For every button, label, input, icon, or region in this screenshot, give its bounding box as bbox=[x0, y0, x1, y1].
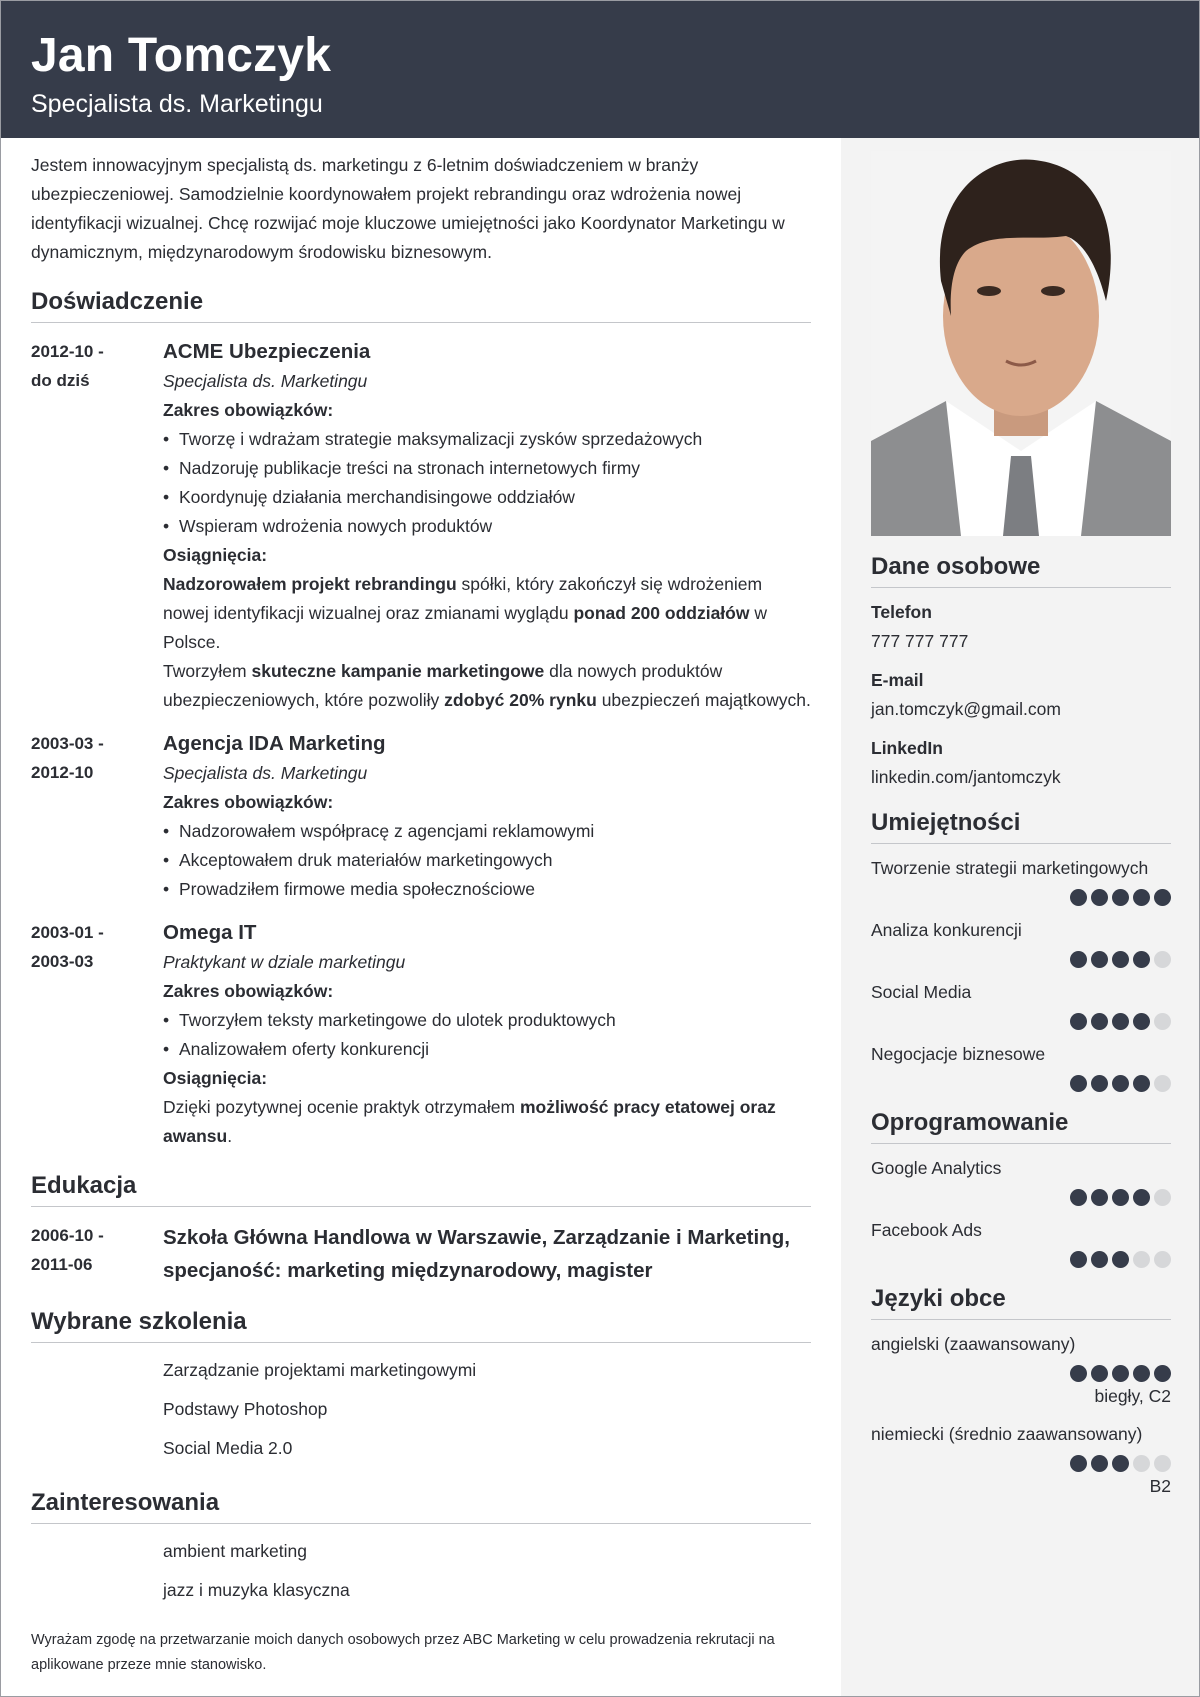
company-name: Omega IT bbox=[163, 921, 257, 944]
entry-body bbox=[163, 729, 811, 904]
skill-rating bbox=[871, 889, 1171, 906]
entry-dates bbox=[31, 337, 163, 715]
rating-dot-filled bbox=[1133, 1075, 1150, 1092]
list-item: • Koordynuję działania merchandisingowe oddziałów bbox=[163, 483, 811, 512]
language-name: niemiecki (średnio zaawansowany) bbox=[871, 1424, 1143, 1444]
date-start: 2003-03 - bbox=[31, 734, 104, 753]
date-start: 2012-10 - bbox=[31, 342, 104, 361]
rating-dot-filled bbox=[1112, 1013, 1129, 1030]
header bbox=[1, 1, 1199, 138]
rating-dot-filled bbox=[1112, 1455, 1129, 1472]
trainings-section-title: Wybrane szkolenia bbox=[31, 1307, 811, 1343]
skills-list bbox=[871, 854, 1171, 1092]
entry-dates bbox=[31, 918, 163, 1151]
job-role: Praktykant w dziale marketingu bbox=[163, 952, 406, 972]
achievement-fragment: w Polsce. bbox=[163, 603, 767, 652]
rating-dot-empty bbox=[1154, 1075, 1171, 1092]
rating-dot-empty bbox=[1154, 1251, 1171, 1268]
achievement-text bbox=[163, 1093, 811, 1151]
achievement-highlight: skuteczne kampanie marketingowe bbox=[251, 661, 545, 681]
list-item: • Wspieram wdrożenia nowych produktów bbox=[163, 512, 811, 541]
rating-dot-filled bbox=[1091, 1075, 1108, 1092]
rating-dot-filled bbox=[1091, 889, 1108, 906]
phone-label: Telefon bbox=[871, 602, 932, 622]
skill-item bbox=[871, 1040, 1171, 1092]
rating-dot-filled bbox=[1070, 1075, 1087, 1092]
rating-dot-filled bbox=[1154, 1365, 1171, 1382]
software-item bbox=[871, 1216, 1171, 1268]
rating-dot-filled bbox=[1112, 1365, 1129, 1382]
list-item: • Tworzę i wdrażam strategie maksymalizacji zysków sprzedażowych bbox=[163, 425, 811, 454]
entry-body bbox=[163, 1221, 811, 1287]
list-item: • Akceptowałem druk materiałów marketingowych bbox=[163, 846, 811, 875]
software-name: Google Analytics bbox=[871, 1158, 1002, 1178]
personal-section-title: Dane osobowe bbox=[871, 552, 1171, 588]
language-item bbox=[871, 1330, 1171, 1410]
interests-list bbox=[31, 1532, 811, 1610]
skill-name: Negocjacje biznesowe bbox=[871, 1044, 1046, 1064]
achievement-text bbox=[163, 657, 811, 715]
software-rating bbox=[871, 1189, 1171, 1206]
interest-item: ambient marketing bbox=[163, 1541, 307, 1561]
date-start: 2006-10 - bbox=[31, 1226, 104, 1245]
rating-dot-empty bbox=[1154, 1455, 1171, 1472]
achievement-fragment: ubezpieczeń majątkowych. bbox=[596, 690, 811, 710]
gdpr-consent: Wyrażam zgodę na przetwarzanie moich danych osobowych przez ABC Marketing w celu prowadzenia rekrutacji na aplikowane przeze mnie stanowisko. bbox=[31, 1632, 775, 1673]
sidebar bbox=[841, 138, 1199, 1696]
achievement-fragment: dla nowych produktów ubezpieczeniowych, które pozwoliły bbox=[163, 661, 723, 710]
duties-label: Zakres obowiązków: bbox=[163, 792, 334, 812]
rating-dot-empty bbox=[1154, 1189, 1171, 1206]
software-name: Facebook Ads bbox=[871, 1220, 982, 1240]
education-section-title: Edukacja bbox=[31, 1171, 811, 1207]
rating-dot-filled bbox=[1133, 951, 1150, 968]
experience-section-title: Doświadczenie bbox=[31, 287, 811, 323]
duties-label: Zakres obowiązków: bbox=[163, 400, 334, 420]
software-item bbox=[871, 1154, 1171, 1206]
interest-item: jazz i muzyka klasyczna bbox=[163, 1580, 350, 1600]
software-section-title: Oprogramowanie bbox=[871, 1108, 1171, 1144]
skill-rating bbox=[871, 1075, 1171, 1092]
list-item: • Tworzyłem teksty marketingowe do ulotek produktowych bbox=[163, 1006, 811, 1035]
date-end: 2003-03 bbox=[31, 952, 94, 971]
achievement-fragment: spółki, który zakończył się wdrożeniem nowej identyfikacji wizualnej oraz zmianami wyglądu bbox=[163, 574, 763, 623]
list-item: • Nadzorowałem współpracę z agencjami reklamowymi bbox=[163, 817, 811, 846]
rating-dot-filled bbox=[1070, 951, 1087, 968]
achievement-highlight: zdobyć 20% rynku bbox=[444, 690, 597, 710]
rating-dot-filled bbox=[1070, 1013, 1087, 1030]
rating-dot-filled bbox=[1112, 1189, 1129, 1206]
achievements-label: Osiągnięcia: bbox=[163, 545, 268, 565]
interests-section-title: Zainteresowania bbox=[31, 1488, 811, 1524]
skill-item bbox=[871, 916, 1171, 968]
candidate-title: Specjalista ds. Marketingu bbox=[31, 90, 323, 118]
rating-dot-filled bbox=[1070, 889, 1087, 906]
rating-dot-filled bbox=[1133, 1189, 1150, 1206]
education-entry bbox=[31, 1221, 811, 1287]
languages-list bbox=[871, 1330, 1171, 1500]
profile-photo bbox=[871, 151, 1171, 536]
language-rating bbox=[871, 1455, 1171, 1472]
rating-dot-filled bbox=[1112, 951, 1129, 968]
language-level-text: B2 bbox=[1149, 1476, 1171, 1496]
achievement-fragment: . bbox=[227, 1126, 233, 1146]
company-name: Agencja IDA Marketing bbox=[163, 732, 386, 755]
entry-body bbox=[163, 918, 811, 1151]
achievement-fragment: Dzięki pozytywnej ocenie praktyk otrzymałem bbox=[163, 1097, 520, 1117]
language-rating bbox=[871, 1365, 1171, 1382]
date-start: 2003-01 - bbox=[31, 923, 104, 942]
linkedin-label: LinkedIn bbox=[871, 738, 943, 758]
trainings-list bbox=[31, 1351, 811, 1468]
skill-name: Tworzenie strategii marketingowych bbox=[871, 858, 1149, 878]
achievement-fragment: Tworzyłem bbox=[163, 661, 252, 681]
rating-dot-filled bbox=[1133, 889, 1150, 906]
list-item: • Nadzoruję publikacje treści na stronach internetowych firmy bbox=[163, 454, 811, 483]
rating-dot-filled bbox=[1091, 1013, 1108, 1030]
entry-dates bbox=[31, 1221, 163, 1287]
language-item bbox=[871, 1420, 1171, 1500]
entry-body bbox=[163, 337, 811, 715]
duties-list bbox=[163, 817, 811, 904]
main-column bbox=[31, 151, 811, 1678]
rating-dot-empty bbox=[1154, 951, 1171, 968]
training-item: Podstawy Photoshop bbox=[163, 1399, 328, 1419]
rating-dot-empty bbox=[1154, 1013, 1171, 1030]
rating-dot-empty bbox=[1133, 1251, 1150, 1268]
rating-dot-filled bbox=[1070, 1251, 1087, 1268]
email-value: jan.tomczyk@gmail.com bbox=[871, 699, 1061, 719]
achievements-label: Osiągnięcia: bbox=[163, 1068, 268, 1088]
duties-label: Zakres obowiązków: bbox=[163, 981, 334, 1001]
rating-dot-filled bbox=[1133, 1365, 1150, 1382]
email-label: E-mail bbox=[871, 670, 924, 690]
rating-dot-filled bbox=[1091, 951, 1108, 968]
achievement-text bbox=[163, 570, 811, 657]
list-item: • Prowadziłem firmowe media społecznościowe bbox=[163, 875, 811, 904]
rating-dot-filled bbox=[1070, 1455, 1087, 1472]
summary: Jestem innowacyjnym specjalistą ds. marketingu z 6-letnim doświadczeniem w branży ubezpieczeniowej. Samodzielnie koordynowałem projekt rebrandingu oraz wdrożenia nowej identyfikacji wizualnej. Chcę rozwijać moje kluczowe umiejętności jako Koordynator Marketingu w dynamicznym, międzynarodowym środowisku biznesowym. bbox=[31, 155, 785, 262]
languages-section-title: Języki obce bbox=[871, 1284, 1171, 1320]
school-name: Szkoła Główna Handlowa w Warszawie, Zarządzanie i Marketing, specjaność: marketing międzynarodowy, magister bbox=[163, 1226, 790, 1282]
training-item: Zarządzanie projektami marketingowymi bbox=[163, 1360, 477, 1380]
date-end: do dziś bbox=[31, 371, 90, 390]
rating-dot-filled bbox=[1091, 1365, 1108, 1382]
job-role: Specjalista ds. Marketingu bbox=[163, 371, 368, 391]
rating-dot-filled bbox=[1070, 1365, 1087, 1382]
rating-dot-filled bbox=[1112, 1251, 1129, 1268]
experience-entry bbox=[31, 729, 811, 904]
experience-entry bbox=[31, 918, 811, 1151]
rating-dot-filled bbox=[1070, 1189, 1087, 1206]
linkedin-value: linkedin.com/jantomczyk bbox=[871, 767, 1061, 787]
rating-dot-filled bbox=[1112, 889, 1129, 906]
language-name: angielski (zaawansowany) bbox=[871, 1334, 1076, 1354]
rating-dot-filled bbox=[1112, 1075, 1129, 1092]
skills-section-title: Umiejętności bbox=[871, 808, 1171, 844]
achievement-highlight: możliwość pracy etatowej oraz awansu bbox=[163, 1097, 776, 1146]
rating-dot-empty bbox=[1133, 1455, 1150, 1472]
list-item: • Analizowałem oferty konkurencji bbox=[163, 1035, 811, 1064]
skill-rating bbox=[871, 951, 1171, 968]
skill-item bbox=[871, 978, 1171, 1030]
duties-list bbox=[163, 1006, 811, 1064]
date-end: 2012-10 bbox=[31, 763, 94, 782]
phone-value: 777 777 777 bbox=[871, 631, 969, 651]
skill-rating bbox=[871, 1013, 1171, 1030]
rating-dot-filled bbox=[1091, 1189, 1108, 1206]
achievement-highlight: Nadzorowałem projekt rebrandingu bbox=[163, 574, 457, 594]
duties-list bbox=[163, 425, 811, 541]
rating-dot-filled bbox=[1091, 1455, 1108, 1472]
rating-dot-filled bbox=[1091, 1251, 1108, 1268]
skill-name: Social Media bbox=[871, 982, 972, 1002]
training-item: Social Media 2.0 bbox=[163, 1438, 293, 1458]
date-end: 2011-06 bbox=[31, 1255, 93, 1274]
skill-name: Analiza konkurencji bbox=[871, 920, 1022, 940]
skill-item bbox=[871, 854, 1171, 906]
experience-entry bbox=[31, 337, 811, 715]
rating-dot-filled bbox=[1133, 1013, 1150, 1030]
software-rating bbox=[871, 1251, 1171, 1268]
candidate-name: Jan Tomczyk bbox=[31, 29, 332, 82]
rating-dot-filled bbox=[1154, 889, 1171, 906]
job-role: Specjalista ds. Marketingu bbox=[163, 763, 368, 783]
achievement-highlight: ponad 200 oddziałów bbox=[573, 603, 750, 623]
software-list bbox=[871, 1154, 1171, 1268]
language-level-text: biegły, C2 bbox=[1094, 1386, 1171, 1406]
entry-dates bbox=[31, 729, 163, 904]
company-name: ACME Ubezpieczenia bbox=[163, 340, 371, 363]
